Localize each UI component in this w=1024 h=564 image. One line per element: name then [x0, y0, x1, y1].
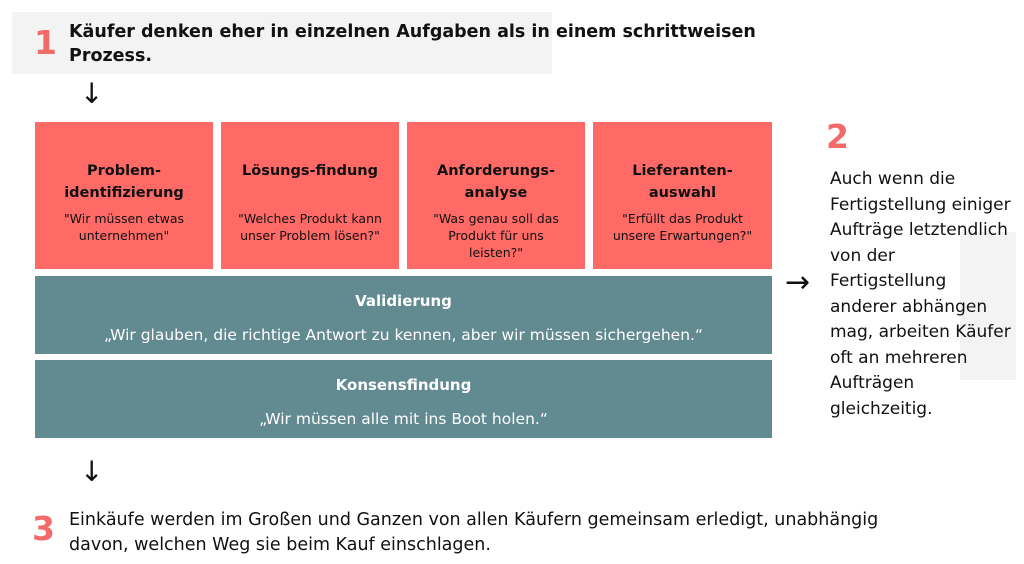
- down-arrow-icon: ↓: [80, 455, 104, 488]
- stage-quote: "Welches Produkt kann unser Problem lösen?": [238, 211, 382, 243]
- stage-title: Problem-identifizierung: [64, 163, 184, 201]
- consensus-band: [35, 360, 772, 438]
- stage-quote: "Wir müssen etwas unternehmen": [63, 211, 185, 243]
- stage-box: [35, 122, 213, 269]
- validation-band: [35, 276, 772, 354]
- stage-quote: "Erfüllt das Produkt unsere Erwartungen?": [612, 211, 753, 243]
- stage-box: [221, 122, 399, 269]
- stage-box: [407, 122, 585, 269]
- band-title: Konsensfindung: [335, 376, 472, 394]
- stage-title: Lösungs-findung: [242, 163, 378, 179]
- step-3-number: 3: [32, 509, 55, 548]
- step-3-text: Einkäufe werden im Großen und Ganzen von allen Käufern gemeinsam erledigt, unabhängig davon, welchen Weg sie beim Kauf einschlagen.: [69, 510, 879, 555]
- step-1-text: Käufer denken eher in einzelnen Aufgaben als in einem schrittweisen Prozess.: [69, 22, 756, 66]
- stage-title: Anforderungs-analyse: [436, 163, 555, 201]
- step-2-text: Auch wenn die Fertigstellung einiger Aufträge letztendlich von der Fertigstellung anderer abhängen mag, arbeiten Käufer oft an mehreren Aufträgen gleichzeitig.: [830, 169, 1011, 419]
- step-2-number: 2: [826, 117, 849, 156]
- stage-box: [593, 122, 772, 269]
- band-quote: „Wir glauben, die richtige Antwort zu kennen, aber wir müssen sichergehen.“: [104, 326, 703, 344]
- stage-title: Lieferanten-auswahl: [632, 163, 733, 201]
- right-arrow-icon: →: [785, 265, 811, 300]
- stage-quote: "Was genau soll das Produkt für uns leisten?": [433, 211, 559, 260]
- down-arrow-icon: ↓: [80, 77, 104, 110]
- band-quote: „Wir müssen alle mit ins Boot holen.“: [259, 410, 548, 428]
- step-1-number: 1: [34, 23, 57, 62]
- band-title: Validierung: [355, 292, 452, 310]
